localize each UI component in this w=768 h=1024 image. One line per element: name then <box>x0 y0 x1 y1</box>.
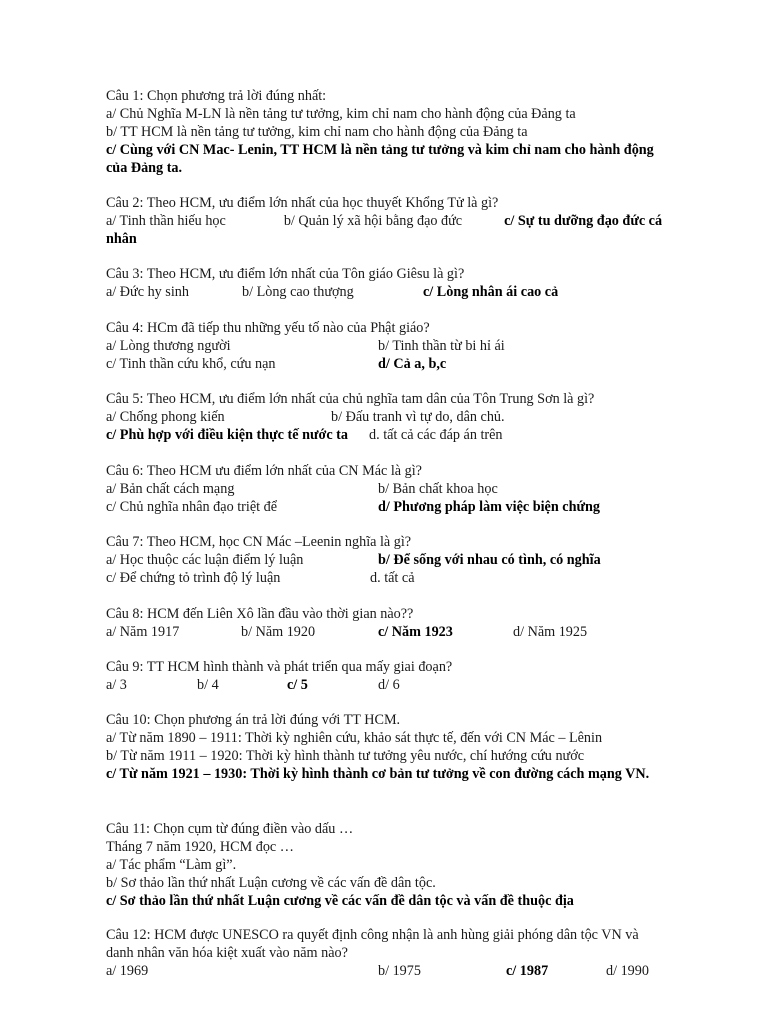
question-5 <box>106 390 666 444</box>
answer-line <box>106 283 666 301</box>
answer-line <box>106 856 666 874</box>
answer-line <box>106 962 666 980</box>
answer-line <box>106 498 666 516</box>
answer-option: c/ Cùng với CN Mac- Lenin, TT HCM là nền tảng tư tưởng và kim chỉ nam cho hành động của Đảng ta. <box>106 142 654 176</box>
answer-option: b/ Lòng cao thượng <box>242 284 354 300</box>
question-title: Câu 1: Chọn phương trả lời đúng nhất: <box>106 88 327 104</box>
answer-option: a/ Tinh thần hiếu học <box>106 213 226 229</box>
question-title: Câu 7: Theo HCM, học CN Mác –Leenin nghĩa là gì? <box>106 534 412 550</box>
question-title: Câu 12: HCM được UNESCO ra quyết định công nhận là anh hùng giải phóng dân tộc VN và danh nhân văn hóa kiệt xuất vào năm nào? <box>106 927 639 961</box>
question-3 <box>106 265 666 301</box>
answer-option: b/ Từ năm 1911 – 1920: Thời kỳ hình thành tư tưởng yêu nước, chí hướng cứu nước <box>106 748 585 764</box>
answer-option: a/ Từ năm 1890 – 1911: Thời kỳ nghiên cứu, khảo sát thực tế, đến với CN Mác – Lênin <box>106 730 603 746</box>
answer-option: b/ Để sống với nhau có tình, có nghĩa <box>378 552 601 568</box>
question-1 <box>106 87 666 177</box>
answer-line <box>106 551 666 569</box>
question-9 <box>106 658 666 694</box>
answer-line <box>106 355 666 373</box>
answer-line <box>106 105 666 123</box>
answer-line <box>106 480 666 498</box>
question-title: Câu 6: Theo HCM ưu điểm lớn nhất của CN Mác là gì? <box>106 463 422 479</box>
answer-line <box>106 569 666 587</box>
answer-line <box>106 874 666 892</box>
answer-option: b/ Đấu tranh vì tự do, dân chủ. <box>331 409 505 425</box>
answer-option: b/ 4 <box>197 677 219 693</box>
answer-line <box>106 337 666 355</box>
answer-option: a/ Chủ Nghĩa M-LN là nền tảng tư tưởng, kim chỉ nam cho hành động của Đảng ta <box>106 106 576 122</box>
answer-option: c/ Chủ nghĩa nhân đạo triệt để <box>106 499 277 515</box>
answer-option: a/ Chống phong kiến <box>106 409 225 425</box>
answer-option: d/ Năm 1925 <box>513 624 588 640</box>
question-11 <box>106 820 666 910</box>
question-4 <box>106 319 666 373</box>
answer-option: a/ 1969 <box>106 963 149 979</box>
question-10 <box>106 711 666 783</box>
question-8 <box>106 605 666 641</box>
question-12 <box>106 926 666 980</box>
answer-option: b/ 1975 <box>378 963 421 979</box>
question-7 <box>106 533 666 587</box>
answer-option: a/ Đức hy sinh <box>106 284 189 300</box>
answer-option: b/ Tinh thần từ bi hỉ ái <box>378 338 505 354</box>
answer-line <box>106 212 666 248</box>
answer-line <box>106 623 666 641</box>
answer-option: c/ 1987 <box>506 963 549 979</box>
answer-line <box>106 426 666 444</box>
answer-option: c/ Năm 1923 <box>378 624 453 640</box>
answer-option: a/ Lòng thương người <box>106 338 231 354</box>
answer-option: b/ TT HCM là nền tảng tư tưởng, kim chỉ nam cho hành động của Đảng ta <box>106 124 528 140</box>
answer-option: Tháng 7 năm 1920, HCM đọc … <box>106 839 294 855</box>
answer-option: c/ Phù hợp với điều kiện thực tế nước ta <box>106 427 348 443</box>
answer-option: b/ Bản chất khoa học <box>378 481 498 497</box>
answer-line <box>106 408 666 426</box>
answer-option: b/ Sơ thảo lần thứ nhất Luận cương về các vấn đề dân tộc. <box>106 875 436 891</box>
answer-option: c/ Để chứng tỏ trình độ lý luận <box>106 570 281 586</box>
question-title: Câu 3: Theo HCM, ưu điểm lớn nhất của Tôn giáo Giêsu là gì? <box>106 266 465 282</box>
question-title: Câu 5: Theo HCM, ưu điểm lớn nhất của chủ nghĩa tam dân của Tôn Trung Sơn là gì? <box>106 391 595 407</box>
answer-line <box>106 838 666 856</box>
answer-option: c/ Sơ thảo lần thứ nhất Luận cương về các vấn đề dân tộc và vấn đề thuộc địa <box>106 893 574 909</box>
answer-line <box>106 747 666 765</box>
question-title: Câu 2: Theo HCM, ưu điểm lớn nhất của học thuyết Khổng Tử là gì? <box>106 195 499 211</box>
answer-option: d/ Phương pháp làm việc biện chứng <box>378 499 600 515</box>
answer-option: d. tất cả các đáp án trên <box>369 427 503 443</box>
question-title: Câu 9: TT HCM hình thành và phát triển qua mấy giai đoạn? <box>106 659 453 675</box>
answer-option: b/ Quản lý xã hội bằng đạo đức <box>283 213 463 229</box>
question-title: Câu 10: Chọn phương án trả lời đúng với TT HCM. <box>106 712 401 728</box>
answer-option: c/ 5 <box>287 677 308 693</box>
answer-option: a/ Tác phẩm “Làm gì”. <box>106 857 237 873</box>
question-title: Câu 11: Chọn cụm từ đúng điền vào dấu … <box>106 821 354 837</box>
question-2 <box>106 194 666 248</box>
question-title: Câu 4: HCm đã tiếp thu những yếu tố nào của Phật giáo? <box>106 320 430 336</box>
answer-option: d/ 6 <box>378 677 400 693</box>
answer-option: a/ Năm 1917 <box>106 624 180 640</box>
answer-option: c/ Lòng nhân ái cao cả <box>423 284 559 300</box>
answer-line <box>106 765 666 783</box>
answer-option: c/ Tinh thần cứu khổ, cứu nạn <box>106 356 276 372</box>
answer-option: c/ Từ năm 1921 – 1930: Thời kỳ hình thành cơ bản tư tưởng về con đường cách mạng VN. <box>106 766 650 782</box>
answer-option: b/ Năm 1920 <box>241 624 316 640</box>
question-6 <box>106 462 666 516</box>
answer-line <box>106 141 666 177</box>
answer-option: d/ Cả a, b,c <box>378 356 447 372</box>
answer-line <box>106 892 666 910</box>
answer-option: d/ 1990 <box>606 963 649 979</box>
answer-option: a/ 3 <box>106 677 127 693</box>
answer-line <box>106 729 666 747</box>
answer-option: d. tất cả <box>370 570 415 586</box>
answer-option: a/ Bản chất cách mạng <box>106 481 235 497</box>
question-title: Câu 8: HCM đến Liên Xô lần đầu vào thời gian nào?? <box>106 606 414 622</box>
answer-option: c/ Sự tu dưỡng đạo đức cá nhân <box>106 213 663 247</box>
answer-option: a/ Học thuộc các luận điểm lý luận <box>106 552 304 568</box>
answer-line <box>106 123 666 141</box>
answer-line <box>106 676 666 694</box>
